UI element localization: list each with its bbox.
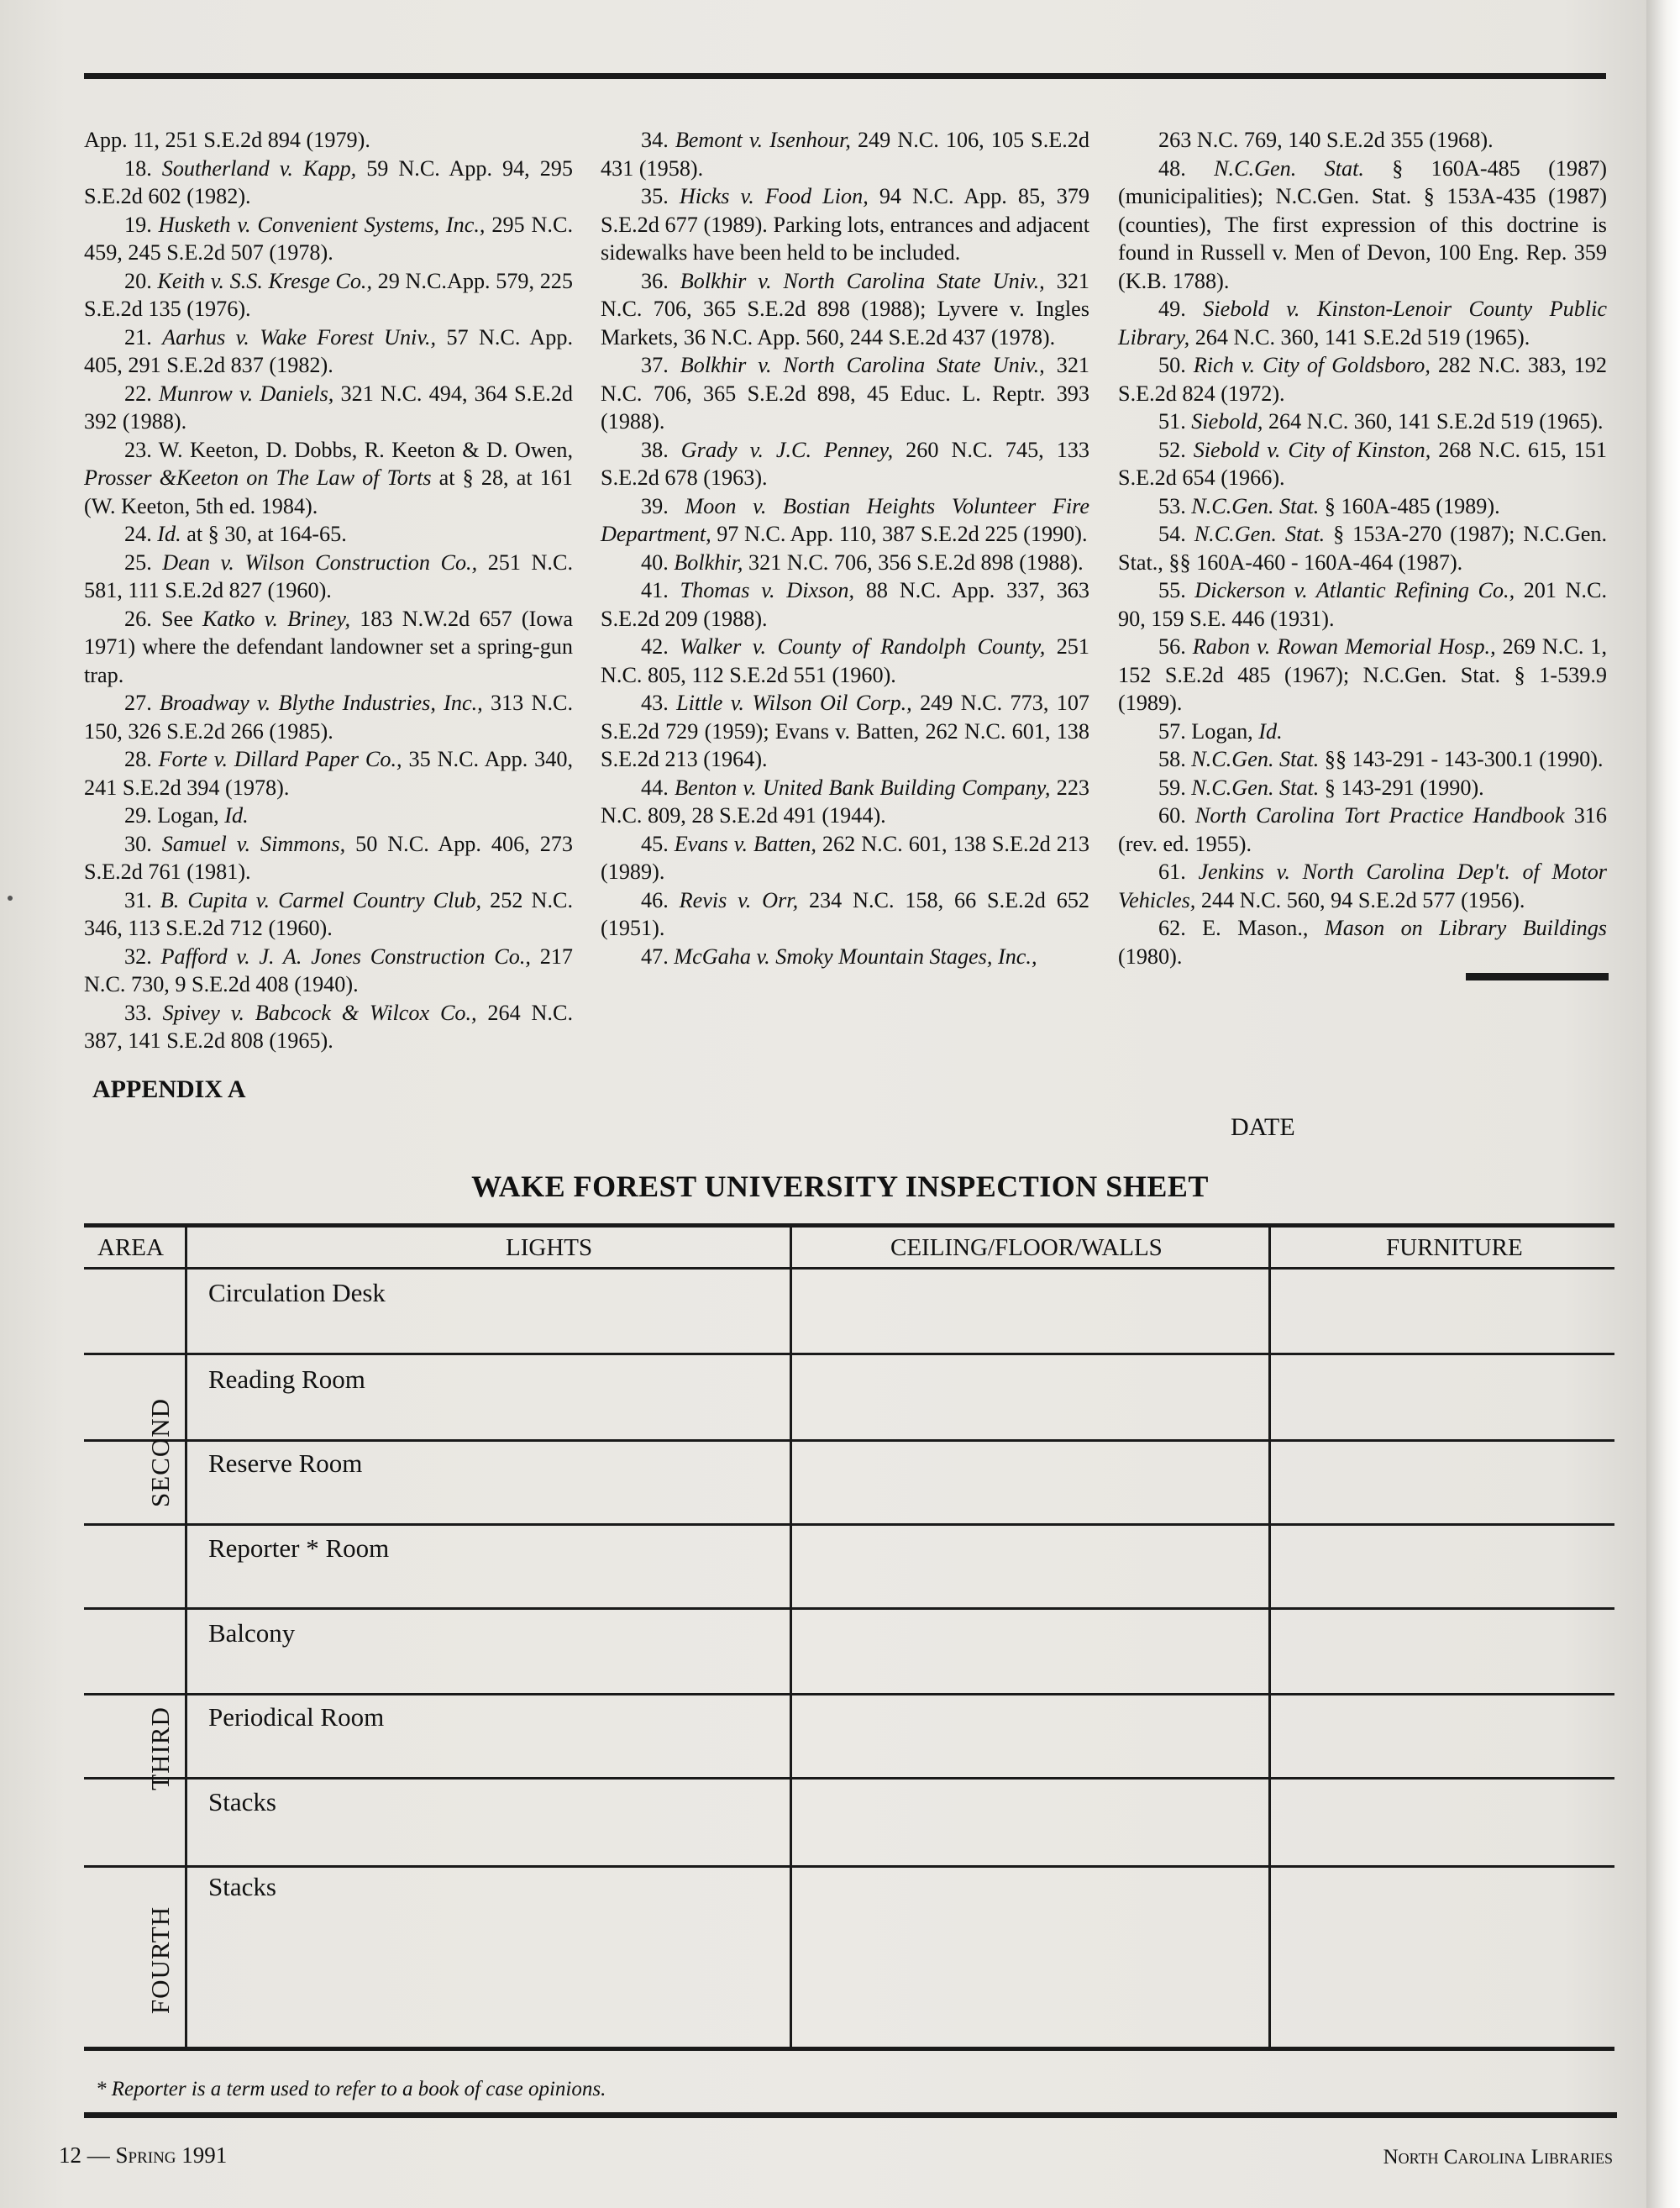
room-label: Periodical Room — [208, 1702, 385, 1732]
case-name: Siebold, — [1191, 409, 1263, 434]
footnote-text: 22. — [124, 381, 159, 406]
footnote-text: 34. — [641, 128, 675, 152]
citation-text: 201 N.C. 90, 159 S.E. 446 (1931). — [1118, 578, 1607, 631]
footnote-text: 30. — [124, 831, 162, 856]
case-name: Spivey v. Babcock & Wilcox Co., — [162, 1000, 477, 1025]
case-name: Little v. Wilson Oil Corp., — [676, 691, 912, 715]
case-name: Broadway v. Blythe Industries, Inc., — [160, 691, 483, 715]
case-name: Bolkhir v. North Carolina State Univ., — [680, 268, 1045, 293]
appendix-title: APPENDIX A — [92, 1075, 246, 1103]
footnote-entry — [1118, 295, 1607, 351]
footnote-text: 61. — [1158, 860, 1199, 884]
case-name: Bolkhir, — [674, 549, 743, 575]
footnote-text: 55. — [1158, 578, 1195, 602]
citation-text: 249 N.C. 773, 107 S.E.2d 729 (1959); Evans v. Batten, 262 N.C. 601, 138 S.E.2d 213 (1964). — [601, 691, 1090, 771]
citation-text: 94 N.C. App. 85, 379 S.E.2d 677 (1989). Parking lots, entrances and adjacent sidewalks have been held to be included. — [601, 184, 1089, 265]
footnote-entry — [1118, 633, 1607, 718]
footnote-entry — [601, 436, 1089, 492]
footnote-entry — [84, 211, 573, 267]
citation-text: 321 N.C. 706, 365 S.E.2d 898 (1988); Lyvere v. Ingles Markets, 36 N.C. App. 560, 244 S.E.2d 437 (1978). — [601, 268, 1090, 350]
case-name: Evans v. Batten, — [674, 831, 816, 856]
citation-text: 244 N.C. 560, 94 S.E.2d 577 (1956). — [1195, 887, 1525, 912]
form-line — [84, 1523, 1614, 1526]
case-name: McGaha v. Smoky Mountain Stages, Inc., — [674, 944, 1037, 969]
footnote-entry — [1118, 407, 1607, 436]
footnote-text: 27. — [124, 691, 160, 715]
footnote-entry — [601, 943, 1089, 971]
footnote-text: 28. — [124, 747, 159, 771]
footnote-text: 39. — [641, 493, 685, 518]
case-name: Siebold v. City of Kinston, — [1193, 437, 1431, 462]
footnote-text: 31. — [124, 887, 160, 912]
footnote-entry — [84, 267, 573, 323]
case-name: Benton v. United Bank Building Company, — [675, 775, 1051, 800]
citation-text: 260 N.C. 745, 133 S.E.2d 678 (1963). — [601, 437, 1090, 490]
footnote-text: 18. — [124, 155, 162, 181]
header-furniture: FURNITURE — [1386, 1234, 1523, 1261]
footnote-entry — [1118, 914, 1607, 970]
citation-text: 59 N.C. App. 94, 295 S.E.2d 602 (1982). — [84, 155, 573, 208]
footnote-text: 40. — [641, 549, 675, 575]
footnote-entry — [601, 267, 1089, 352]
footnote-entry — [84, 886, 573, 943]
case-name: N.C.Gen. Stat. — [1191, 775, 1320, 800]
footnote-text: 58. — [1158, 747, 1192, 771]
citation-text: 50 N.C. App. 406, 273 S.E.2d 761 (1981). — [84, 831, 573, 884]
footnote-entry — [84, 520, 573, 549]
citation-text: 251 N.C. 581, 111 S.E.2d 827 (1960). — [84, 549, 573, 602]
citation-text: at § 28, at 161 (W. Keeton, 5th ed. 1984). — [84, 465, 573, 518]
case-name: Grady v. J.C. Penney, — [680, 437, 894, 462]
scan-speck — [8, 896, 13, 901]
footnote-text: 29. Logan, — [124, 803, 225, 828]
floor-label-third: THIRD — [145, 1706, 175, 1790]
footnote-entry — [84, 943, 573, 999]
form-footnote: * Reporter is a term used to refer to a book of case opinions. — [96, 2078, 606, 2100]
room-label: Balcony — [208, 1618, 296, 1648]
citation-text: 321 N.C. 706, 356 S.E.2d 898 (1988). — [743, 549, 1084, 575]
footnote-entry — [84, 605, 573, 690]
footnote-entry — [601, 126, 1089, 182]
footnote-entry — [84, 745, 573, 802]
end-of-article-rule — [1466, 973, 1609, 980]
footnote-text: 23. W. Keeton, D. Dobbs, R. Keeton & D. Owen, — [124, 437, 573, 462]
room-label: Reading Room — [208, 1364, 365, 1394]
case-name: Jenkins v. North Carolina Dep't. of Motor Vehicles, — [1118, 860, 1608, 912]
footnote-entry — [84, 802, 573, 830]
room-label: Reserve Room — [208, 1448, 363, 1478]
footnote-text: 45. — [641, 831, 675, 856]
form-line — [84, 1439, 1614, 1442]
footnote-column-2 — [601, 126, 1089, 970]
citation-text: 321 N.C. 494, 364 S.E.2d 392 (1988). — [84, 381, 573, 434]
citation-text: 262 N.C. 601, 138 S.E.2d 213 (1989). — [601, 831, 1089, 884]
footnote-text: 50. — [1158, 353, 1194, 377]
footnote-column-3 — [1118, 126, 1607, 970]
citation-text: 321 N.C. 706, 365 S.E.2d 898, 45 Educ. L. Reptr. 393 (1988). — [601, 353, 1090, 434]
form-line — [84, 1607, 1614, 1610]
footnote-text: 43. — [641, 691, 677, 715]
footnote-entry — [1118, 576, 1607, 633]
citation-text: (1980). — [1118, 944, 1183, 969]
citation-text: 269 N.C. 1, 152 S.E.2d 485 (1967); N.C.Gen. Stat. § 1-539.9 (1989). — [1118, 634, 1607, 715]
case-name: Walker v. County of Randolph County, — [680, 634, 1046, 659]
footnote-text: 20. — [124, 268, 158, 293]
citation-text: 97 N.C. App. 110, 387 S.E.2d 225 (1990). — [711, 522, 1088, 546]
room-label: Stacks — [208, 1787, 276, 1816]
case-name: Thomas v. Dixson, — [680, 578, 855, 602]
form-line — [790, 1226, 792, 2049]
footnote-entry — [84, 323, 573, 380]
footnote-entry — [84, 155, 573, 211]
case-name: Aarhus v. Wake Forest Univ., — [162, 324, 437, 350]
citation-text: § 160A-485 (1987) (municipalities); N.C.Gen. Stat. § 153A-435 (1987) (counties), The first expression of this doctrine is found in Russell v. Men of Devon, 100 Eng. Rep. 359 (K.B. 1788). — [1118, 155, 1608, 293]
footnote-text: 51. — [1158, 409, 1192, 434]
form-line — [1268, 1226, 1271, 2049]
case-name: Id. — [157, 522, 181, 546]
case-name: Siebold v. Kinston-Lenoir County Public Library, — [1118, 297, 1607, 350]
footnote-text: 32. — [124, 944, 161, 969]
form-line — [84, 1223, 1614, 1228]
citation-text: 234 N.C. 158, 66 S.E.2d 652 (1951). — [601, 887, 1090, 940]
footnote-text: 52. — [1158, 437, 1194, 462]
footnote-text: 263 N.C. 769, 140 S.E.2d 355 (1968). — [1158, 128, 1494, 152]
footnote-entry — [601, 351, 1089, 436]
footnote-text: 53. — [1158, 493, 1192, 518]
citation-text: 313 N.C. 150, 326 S.E.2d 266 (1985). — [84, 691, 574, 744]
inspection-sheet-title: WAKE FOREST UNIVERSITY INSPECTION SHEET — [471, 1170, 1209, 1203]
case-name: Id. — [1258, 718, 1283, 744]
case-name: Southerland v. Kapp, — [161, 155, 357, 181]
footnote-text: 59. — [1158, 775, 1192, 800]
case-name: Dickerson v. Atlantic Refining Co., — [1194, 578, 1515, 602]
citation-text: 264 N.C. 360, 141 S.E.2d 519 (1965). — [1263, 409, 1604, 434]
footnote-entry — [601, 576, 1089, 633]
header-area: AREA — [97, 1234, 164, 1261]
room-label: Stacks — [208, 1872, 276, 1901]
footnote-text: 33. — [124, 1000, 163, 1025]
case-name: N.C.Gen. Stat. — [1214, 155, 1364, 181]
form-line — [84, 1353, 1614, 1355]
footnote-text: 41. — [641, 578, 680, 602]
footnote-text: 60. — [1158, 803, 1195, 828]
footnote-column-1 — [84, 126, 573, 1055]
case-name: Hicks v. Food Lion, — [679, 184, 869, 208]
header-lights: LIGHTS — [506, 1234, 593, 1261]
case-name: Mason on Library Buildings — [1324, 916, 1607, 940]
footnote-entry — [601, 549, 1089, 577]
citation-text: 264 N.C. 360, 141 S.E.2d 519 (1965). — [1189, 324, 1530, 350]
issue-season: Spring 1991 — [115, 2142, 228, 2168]
footnote-entry — [1118, 745, 1607, 774]
footnote-entry — [84, 549, 573, 605]
form-line — [185, 1226, 187, 2049]
case-name: Id. — [224, 803, 249, 828]
citation-text: 183 N.W.2d 657 (Iowa 1971) where the defendant landowner set a spring-gun trap. — [84, 606, 573, 687]
case-name: N.C.Gen. Stat. — [1191, 747, 1320, 771]
citation-text: 88 N.C. App. 337, 363 S.E.2d 209 (1988). — [601, 578, 1089, 631]
footnote-entry — [84, 126, 573, 155]
footnote-entry — [84, 436, 573, 521]
footnote-entry — [84, 830, 573, 886]
citation-text: 316 (rev. ed. 1955). — [1118, 803, 1607, 856]
footnote-text: 26. See — [124, 606, 202, 631]
footnote-text: 38. — [641, 437, 681, 462]
case-name: N.C.Gen. Stat. — [1191, 493, 1320, 518]
room-label: Circulation Desk — [208, 1278, 386, 1307]
citation-text: 268 N.C. 615, 151 S.E.2d 654 (1966). — [1118, 437, 1607, 490]
citation-text: 252 N.C. 346, 113 S.E.2d 712 (1960). — [84, 887, 573, 940]
footnote-entry — [1118, 492, 1607, 521]
citation-text: 35 N.C. App. 340, 241 S.E.2d 394 (1978). — [84, 747, 573, 800]
footnote-entry — [1118, 155, 1607, 296]
footnote-text: 25. — [124, 549, 163, 575]
case-name: Rabon v. Rowan Memorial Hosp., — [1192, 634, 1496, 659]
citation-text: 251 N.C. 805, 112 S.E.2d 551 (1960). — [601, 634, 1089, 687]
footnote-entry — [601, 633, 1089, 689]
footnote-text: 49. — [1158, 297, 1204, 321]
case-name: Bolkhir v. North Carolina State Univ., — [680, 353, 1045, 377]
citation-text: at § 30, at 164-65. — [181, 522, 347, 546]
date-label: DATE — [1231, 1113, 1295, 1141]
footnote-entry — [601, 830, 1089, 886]
citation-text: § 160A-485 (1989). — [1319, 493, 1500, 518]
footnote-text: 46. — [641, 887, 680, 912]
footnote-text: 19. — [124, 212, 159, 237]
footnote-entry — [84, 689, 573, 745]
footnote-text: 57. Logan, — [1158, 718, 1259, 744]
case-name: Rich v. City of Goldsboro, — [1193, 353, 1431, 377]
footnote-entry — [1118, 718, 1607, 746]
footnote-text: 48. — [1158, 155, 1215, 181]
footnote-entry — [84, 999, 573, 1055]
footnote-entry — [601, 182, 1089, 267]
header-ceiling-floor-walls: CEILING/FLOOR/WALLS — [890, 1234, 1163, 1261]
top-rule — [84, 73, 1606, 79]
footnote-text: 62. E. Mason., — [1158, 916, 1325, 940]
citation-text: 29 N.C.App. 579, 225 S.E.2d 135 (1976). — [84, 268, 573, 321]
case-name: Forte v. Dillard Paper Co., — [158, 747, 402, 771]
footnote-text: 21. — [124, 324, 163, 350]
citation-text: 223 N.C. 809, 28 S.E.2d 491 (1944). — [601, 775, 1090, 828]
citation-text: 282 N.C. 383, 192 S.E.2d 824 (1972). — [1118, 353, 1607, 406]
case-name: Keith v. S.S. Kresge Co., — [157, 268, 373, 293]
case-name: Katko v. Briney, — [202, 606, 351, 631]
case-name: Revis v. Orr, — [679, 887, 799, 912]
form-line — [84, 1777, 1614, 1780]
case-name: Munrow v. Daniels, — [158, 381, 334, 406]
journal-name: North Carolina Libraries — [1383, 2146, 1613, 2169]
citation-text: 217 N.C. 730, 9 S.E.2d 408 (1940). — [84, 944, 574, 996]
footnote-text: 42. — [641, 634, 680, 659]
case-name: Moon v. Bostian Heights Volunteer Fire Department, — [601, 493, 1089, 546]
citation-text: 295 N.C. 459, 245 S.E.2d 507 (1978). — [84, 212, 573, 265]
case-name: Prosser &Keeton on The Law of Torts — [84, 465, 432, 490]
footnote-entry — [601, 886, 1089, 943]
page-number-text: 12 — — [59, 2142, 116, 2168]
case-name: N.C.Gen. Stat. — [1194, 522, 1326, 546]
case-name: B. Cupita v. Carmel Country Club, — [160, 887, 482, 912]
footnote-text: 36. — [641, 268, 680, 293]
form-line — [84, 1865, 1614, 1868]
floor-label-fourth: FOURTH — [145, 1906, 175, 2015]
citation-text: § 143-291 (1990). — [1319, 775, 1484, 800]
footnote-text: 24. — [124, 522, 158, 546]
footnote-text: 47. — [641, 944, 675, 969]
page-number — [59, 2142, 227, 2169]
citation-text: 249 N.C. 106, 105 S.E.2d 431 (1958). — [601, 128, 1089, 181]
case-name: North Carolina Tort Practice Handbook — [1194, 803, 1565, 828]
case-name: Dean v. Wilson Construction Co., — [162, 549, 478, 575]
footnote-entry — [1118, 520, 1607, 576]
citation-text: 264 N.C. 387, 141 S.E.2d 808 (1965). — [84, 1000, 573, 1053]
footnote-text: 56. — [1158, 634, 1193, 659]
citation-text: 57 N.C. App. 405, 291 S.E.2d 837 (1982). — [84, 324, 573, 377]
case-name: Samuel v. Simmons, — [161, 831, 346, 856]
case-name: Pafford v. J. A. Jones Construction Co., — [160, 944, 531, 969]
footnote-entry — [84, 380, 573, 436]
footnote-text: App. 11, 251 S.E.2d 894 (1979). — [84, 128, 370, 152]
footnote-entry — [1118, 858, 1607, 914]
form-line — [84, 2047, 1614, 2051]
footnote-entry — [1118, 774, 1607, 802]
floor-label-second: SECOND — [145, 1398, 175, 1508]
case-name: Husketh v. Convenient Systems, Inc., — [158, 212, 486, 237]
bottom-rule — [84, 2112, 1617, 2118]
footnote-text: 37. — [641, 353, 680, 377]
footnote-columns — [84, 126, 1608, 1053]
page-edge — [1646, 0, 1680, 2208]
form-line — [84, 1267, 1614, 1270]
footnote-entry — [601, 689, 1089, 774]
form-line — [84, 1693, 1614, 1695]
footnote-entry — [1118, 126, 1607, 155]
footnote-entry — [601, 774, 1089, 830]
footnote-text: 54. — [1158, 522, 1194, 546]
citation-text: § 153A-270 (1987); N.C.Gen. Stat., §§ 160A-460 - 160A-464 (1987). — [1118, 522, 1608, 575]
footnote-entry — [1118, 436, 1607, 492]
case-name: Bemont v. Isenhour, — [675, 128, 851, 152]
footnote-entry — [601, 492, 1089, 549]
footnote-text: 44. — [641, 775, 675, 800]
footnote-text: 35. — [641, 184, 680, 208]
citation-text: §§ 143-291 - 143-300.1 (1990). — [1319, 747, 1604, 771]
room-label: Reporter * Room — [208, 1533, 390, 1563]
footnote-entry — [1118, 351, 1607, 407]
footnote-entry — [1118, 802, 1607, 858]
